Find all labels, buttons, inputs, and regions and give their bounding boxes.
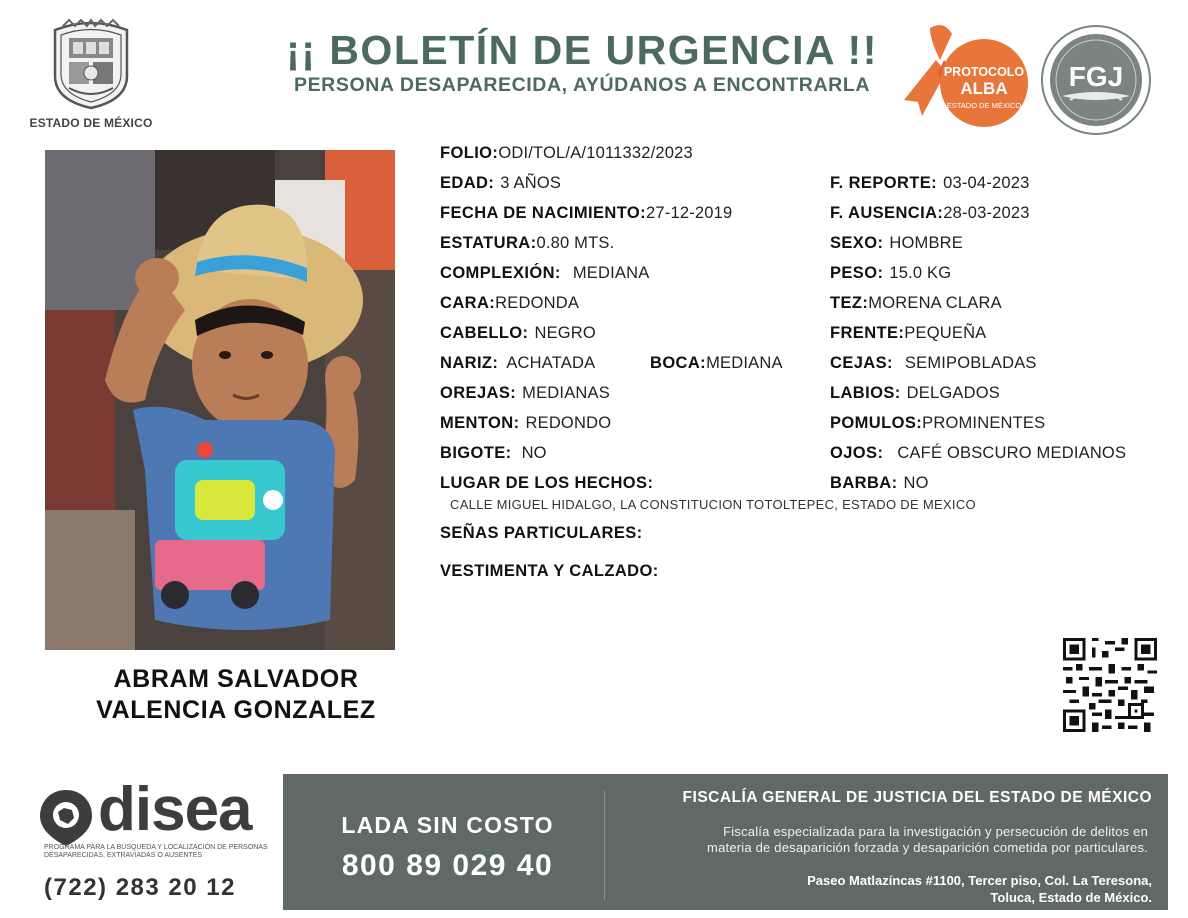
- field-labios: [830, 384, 1000, 403]
- name-line-2: VALENCIA GONZALEZ: [96, 696, 376, 724]
- field-label: LABIOS:: [830, 384, 901, 402]
- field-label: F. REPORTE:: [830, 174, 938, 192]
- name-line-1: ABRAM SALVADOR: [113, 665, 359, 693]
- field-label: CABELLO:: [440, 324, 529, 342]
- odisea-program-text: PROGRAMA PARA LA BÚSQUEDA Y LOCALIZACIÓN DE PERSONAS DESAPARECIDAS, EXTRAVIADAS O AUSENTES: [44, 844, 268, 859]
- field-value: 27-12-2019: [646, 204, 733, 222]
- address-line-1: Paseo Matlazíncas #1100, Tercer piso, Col. La Teresona,: [807, 873, 1152, 888]
- field-pomulos: [830, 414, 1045, 433]
- field-senas-particulares: [440, 524, 649, 543]
- fiscalia-description: [608, 824, 1148, 856]
- field-lugar-hechos: [440, 474, 659, 493]
- field-fecha-nacimiento: [440, 204, 732, 223]
- qr-code-icon[interactable]: [1063, 638, 1157, 732]
- field-value: NEGRO: [534, 324, 596, 342]
- field-label: OJOS:: [830, 444, 884, 462]
- field-bigote: [440, 444, 547, 463]
- field-menton: [440, 414, 611, 433]
- field-vestimenta: [440, 562, 665, 581]
- field-barba: [830, 474, 929, 493]
- lada-label: LADA SIN COSTO: [341, 812, 554, 838]
- field-value: CAFÉ OBSCURO MEDIANOS: [897, 444, 1127, 462]
- field-estatura: [440, 234, 614, 253]
- field-tez: [830, 294, 1002, 313]
- estado-de-mexico-logo: [28, 18, 154, 130]
- field-value: 3 AÑOS: [500, 174, 562, 192]
- field-value: PROMINENTES: [922, 414, 1046, 432]
- alba-line3: ESTADO DE MÉXICO: [946, 101, 1022, 110]
- field-f-ausencia: [830, 204, 1030, 223]
- fgj-seal-icon: [1040, 24, 1152, 136]
- alba-line2: ALBA: [960, 79, 1008, 98]
- field-label: FOLIO:: [440, 144, 499, 162]
- field-label: BARBA:: [830, 474, 898, 492]
- field-value: HOMBRE: [889, 234, 963, 252]
- field-value: MEDIANA: [706, 354, 783, 372]
- field-value: NO: [903, 474, 929, 492]
- field-orejas: [440, 384, 610, 403]
- field-sexo: [830, 234, 963, 253]
- field-label: COMPLEXIÓN:: [440, 264, 561, 282]
- bulletin-header: [262, 28, 902, 97]
- bulletin-subtitle: PERSONA DESAPARECIDA, AYÚDANOS A ENCONTRARLA: [293, 74, 871, 96]
- fiscalia-desc-line-1: Fiscalía especializada para la investigación y persecución de delitos en: [723, 824, 1148, 839]
- field-label: ESTATURA:: [440, 234, 537, 252]
- field-value: MORENA CLARA: [868, 294, 1002, 312]
- address-line-2: Toluca, Estado de México.: [990, 890, 1152, 905]
- field-label: BOCA:: [650, 354, 707, 372]
- odisea-pin-icon: [36, 788, 96, 848]
- field-label: MENTON:: [440, 414, 520, 432]
- field-value: 03-04-2023: [943, 174, 1030, 192]
- footer-divider: [604, 790, 605, 900]
- field-value: NO: [521, 444, 547, 462]
- lada-number[interactable]: 800 89 029 40: [341, 849, 554, 882]
- field-label: NARIZ:: [440, 354, 499, 372]
- fiscalia-desc-line-2: materia de desaparición forzada y desaparición cometida por particulares.: [707, 840, 1148, 855]
- field-peso: [830, 264, 951, 283]
- field-value: DELGADOS: [906, 384, 1000, 402]
- fgj-text: FGJ: [1068, 61, 1124, 92]
- field-label: SEÑAS PARTICULARES:: [440, 524, 643, 542]
- field-label: BIGOTE:: [440, 444, 512, 462]
- field-value: SEMIPOBLADAS: [904, 354, 1037, 372]
- lada-sin-costo: [300, 812, 595, 883]
- bulletin-title: ¡¡ BOLETÍN DE URGENCIA !!: [286, 27, 878, 73]
- field-label: CARA:: [440, 294, 496, 312]
- odisea-phone[interactable]: (722) 283 20 12: [44, 874, 236, 901]
- field-cara: [440, 294, 579, 313]
- field-value: MEDIANAS: [522, 384, 610, 402]
- field-value: ACHATADA: [506, 354, 596, 372]
- field-value: PEQUEÑA: [904, 324, 987, 342]
- field-label: SEXO:: [830, 234, 884, 252]
- field-value: 0.80 MTS.: [536, 234, 615, 252]
- field-label: F. AUSENCIA:: [830, 204, 944, 222]
- field-boca: [650, 354, 783, 373]
- alba-line1: PROTOCOLO: [943, 65, 1025, 79]
- field-label: TEZ:: [830, 294, 869, 312]
- field-label: EDAD:: [440, 174, 495, 192]
- field-cabello: [440, 324, 596, 343]
- state-coat-of-arms-icon: [49, 18, 133, 110]
- field-edad: [440, 174, 561, 193]
- field-nariz: [440, 354, 595, 373]
- lugar-hechos-value: CALLE MIGUEL HIDALGO, LA CONSTITUCION TOTOLTEPEC, ESTADO DE MEXICO: [450, 497, 976, 512]
- field-label: OREJAS:: [440, 384, 517, 402]
- field-value: 15.0 KG: [889, 264, 952, 282]
- field-label: FRENTE:: [830, 324, 905, 342]
- field-label: FECHA DE NACIMIENTO:: [440, 204, 646, 222]
- protocolo-alba-ribbon-icon: [900, 20, 1030, 135]
- state-label: ESTADO DE MÉXICO: [29, 116, 153, 130]
- field-label: PESO:: [830, 264, 884, 282]
- field-complexion: [440, 264, 649, 283]
- field-f-reporte: [830, 174, 1029, 193]
- field-value: ODI/TOL/A/1011332/2023: [498, 144, 693, 162]
- field-value: MEDIANA: [572, 264, 650, 282]
- fiscalia-address: [620, 872, 1152, 906]
- missing-person-name: [45, 664, 427, 726]
- field-label: LUGAR DE LOS HECHOS:: [440, 474, 654, 492]
- field-cejas: [830, 354, 1037, 373]
- field-label: POMULOS:: [830, 414, 923, 432]
- fiscalia-title: FISCALÍA GENERAL DE JUSTICIA DEL ESTADO DE MÉXICO: [682, 789, 1152, 806]
- odisea-wordmark: disea: [98, 775, 252, 844]
- field-label: CEJAS:: [830, 354, 893, 372]
- field-value: REDONDA: [495, 294, 580, 312]
- field-value: 28-03-2023: [943, 204, 1030, 222]
- missing-person-photo: [45, 150, 395, 650]
- field-ojos: [830, 444, 1126, 463]
- field-folio: [440, 144, 693, 163]
- field-value: REDONDO: [525, 414, 612, 432]
- field-frente: [830, 324, 986, 343]
- field-label: VESTIMENTA Y CALZADO:: [440, 562, 659, 580]
